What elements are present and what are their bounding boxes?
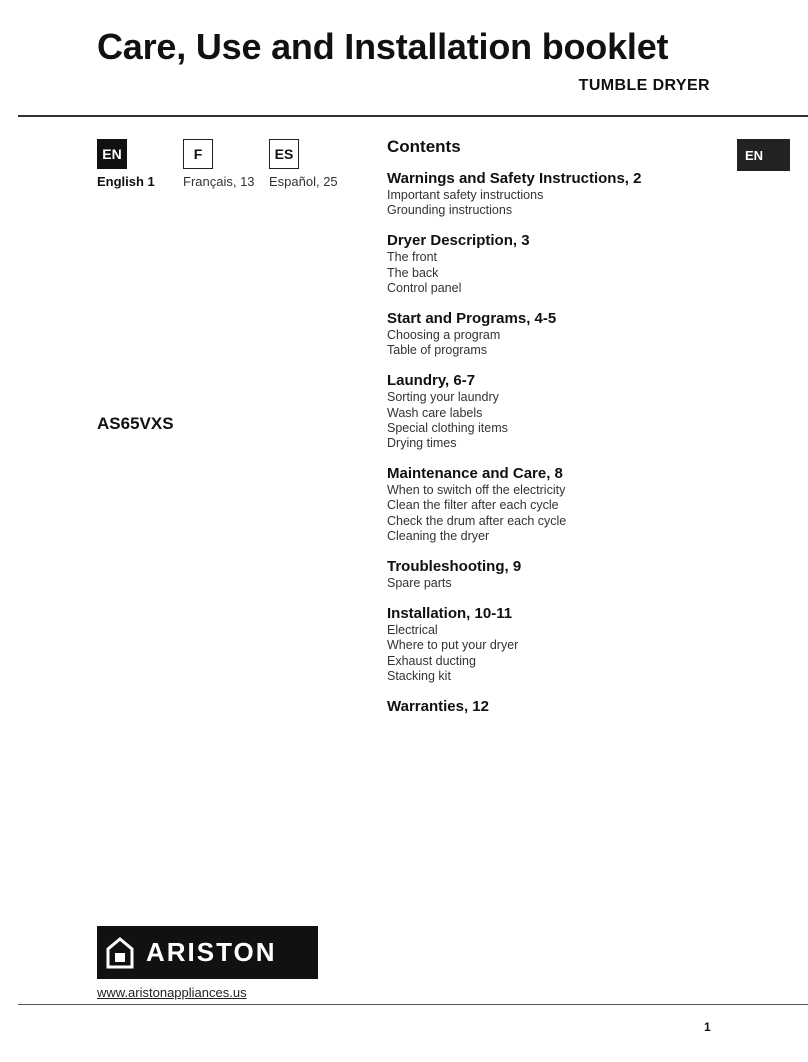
side-language-tab: EN [737, 139, 790, 171]
toc-section [387, 231, 717, 296]
toc-item: Important safety instructions [387, 188, 544, 202]
toc-section-title[interactable]: Maintenance and Care, 8 [387, 465, 563, 483]
top-divider [18, 115, 808, 117]
language-tab-es[interactable]: ES [269, 139, 299, 169]
toc-item: Where to put your dryer [387, 638, 519, 653]
toc-section-title[interactable]: Start and Programs, 4-5 [387, 310, 557, 328]
toc-item: Choosing a program [387, 328, 501, 343]
language-caption-f: Français, 13 [183, 174, 255, 189]
language-tab-f[interactable]: F [183, 139, 213, 169]
toc-item: Wash care labels [387, 405, 483, 420]
page-number: 1 [704, 1020, 711, 1034]
toc-item: Control panel [387, 280, 462, 295]
toc-item: The front [387, 250, 438, 265]
toc-item: Drying times [387, 436, 457, 451]
toc-item: Electrical [387, 623, 438, 638]
toc-section-title[interactable]: Laundry, 6-7 [387, 372, 476, 390]
brand-name: ARISTON [146, 937, 277, 967]
product-type: TUMBLE DRYER [578, 77, 710, 94]
toc-item: Special clothing items [387, 420, 508, 435]
toc-item: Spare parts [387, 576, 452, 591]
toc-item: Grounding instructions [387, 203, 513, 218]
toc-item: Table of programs [387, 343, 488, 358]
toc-section-title[interactable]: Installation, 10-11 [387, 605, 513, 623]
toc-item: Sorting your laundry [387, 390, 499, 405]
toc-item: Clean the filter after each cycle [387, 498, 559, 513]
toc-item: Cleaning the dryer [387, 528, 490, 543]
toc-section [387, 464, 717, 544]
toc-section-title[interactable]: Warnings and Safety Instructions, 2 [387, 170, 642, 187]
contents-heading: Contents [387, 137, 461, 156]
toc-section [387, 169, 717, 218]
toc-item: Stacking kit [387, 668, 451, 683]
page-title: Care, Use and Installation booklet [97, 26, 669, 67]
toc-section-title[interactable]: Troubleshooting, 9 [387, 558, 522, 576]
toc-item: When to switch off the electricity [387, 483, 566, 498]
toc-section [387, 309, 717, 358]
language-tab-en[interactable]: EN [97, 139, 127, 169]
toc-section [387, 557, 717, 591]
bottom-divider [18, 1004, 808, 1005]
language-caption-es: Español, 25 [269, 174, 338, 189]
toc-section [387, 604, 717, 684]
toc-section [387, 697, 717, 716]
toc-item: Exhaust ducting [387, 653, 476, 668]
ariston-house-logo-icon [106, 937, 134, 969]
toc-section-title[interactable]: Dryer Description, 3 [387, 232, 530, 250]
toc-section [387, 371, 717, 451]
table-of-contents [387, 169, 717, 729]
toc-section-title[interactable]: Warranties, 12 [387, 698, 489, 716]
website-link[interactable]: www.aristonappliances.us [97, 985, 247, 1000]
toc-item: The back [387, 265, 439, 280]
model-number: AS65VXS [97, 414, 174, 433]
language-caption-en: English 1 [97, 174, 155, 189]
ariston-logo [97, 926, 318, 979]
toc-item: Check the drum after each cycle [387, 513, 567, 528]
